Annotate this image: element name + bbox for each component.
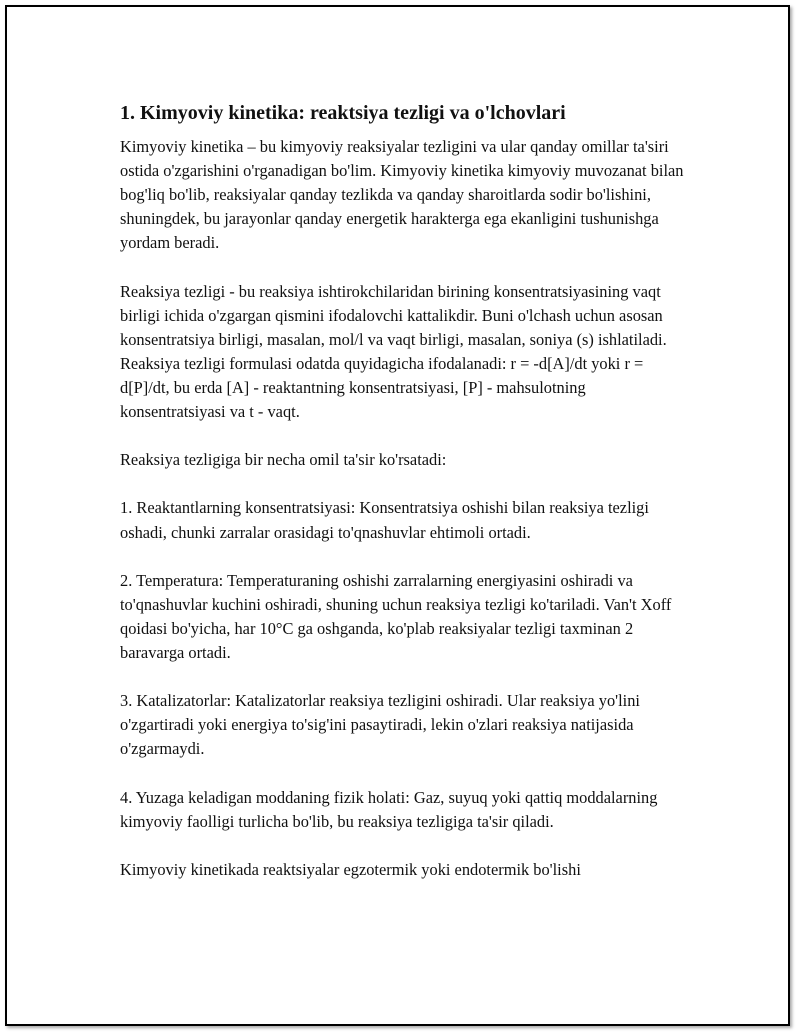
document-title: 1. Kimyoviy kinetika: reaktsiya tezligi va o'lchovlari: [120, 102, 566, 124]
paragraph-exo-endothermic: Kimyoviy kinetikada reaktsiyalar egzotermik yoki endotermik bo'lishi: [120, 859, 581, 879]
document-page: [5, 5, 790, 1026]
paragraph-factor-physical-state: 4. Yuzaga keladigan moddaning fizik holati: Gaz, suyuq yoki qattiq moddalarning kimyoviy faolligi turlicha bo'lib, bu reaksiya tezligiga ta'sir qiladi.: [120, 787, 658, 831]
paragraph-factor-catalysts: 3. Katalizatorlar: Katalizatorlar reaksiya tezligini oshiradi. Ular reaksiya yo'lini o'zgartiradi yoki energiya to'sig'ini pasaytiradi, lekin o'zlari reaksiya natijasida o'zgarmaydi.: [120, 691, 640, 759]
paragraph-factor-temperature: 2. Temperatura: Temperaturaning oshishi zarralarning energiyasini oshiradi va to'qnashuvlar kuchini oshiradi, shuning uchun reaksiya tezligi ko'tariladi. Van't Xoff qoidasi bo'yicha, har 10°C ga oshganda, ko'plab reaksiyalar tezligi taxminan 2 baravarga ortadi.: [120, 570, 672, 662]
paragraph-reaction-rate: Reaksiya tezligi - bu reaksiya ishtirokchilaridan birining konsentratsiyasining vaqt birligi ichida o'zgargan qismini ifodalovchi kattalikdir. Buni o'lchash uchun asosan konsentratsiya birligi, masalan, mol/l va vaqt birligi, masalan, soniya (s) ishlatiladi. Reaksiya tezligi formulasi odatda quyidagicha ifodalanadi: r = -d[A]/dt yoki r = d[P]/dt, bu erda [A] - reaktantning konsentratsiyasi, [P] - mahsulotning konsentratsiyasi va t - vaqt.: [120, 281, 667, 422]
paragraph-intro: Kimyoviy kinetika – bu kimyoviy reaksiyalar tezligini va ular qanday omillar ta'siri ostida o'zgarishini o'rganadigan bo'lim. Kimyoviy kinetika kimyoviy muvozanat bilan bog'liq bo'lib, reaksiyalar qanday tezlikda va qanday sharoitlarda sodir bo'lishini, shuningdek, bu jarayonlar qanday energetik harakterga ega ekanligini tushunishga yordam beradi.: [120, 137, 684, 253]
paragraph-factors-intro: Reaksiya tezligiga bir necha omil ta'sir ko'rsatadi:: [120, 450, 447, 470]
document-body: [120, 100, 695, 906]
paragraph-factor-concentration: 1. Reaktantlarning konsentratsiyasi: Konsentratsiya oshishi bilan reaksiya tezligi oshadi, chunki zarralar orasidagi to'qnashuvlar ehtimoli ortadi.: [120, 498, 649, 542]
